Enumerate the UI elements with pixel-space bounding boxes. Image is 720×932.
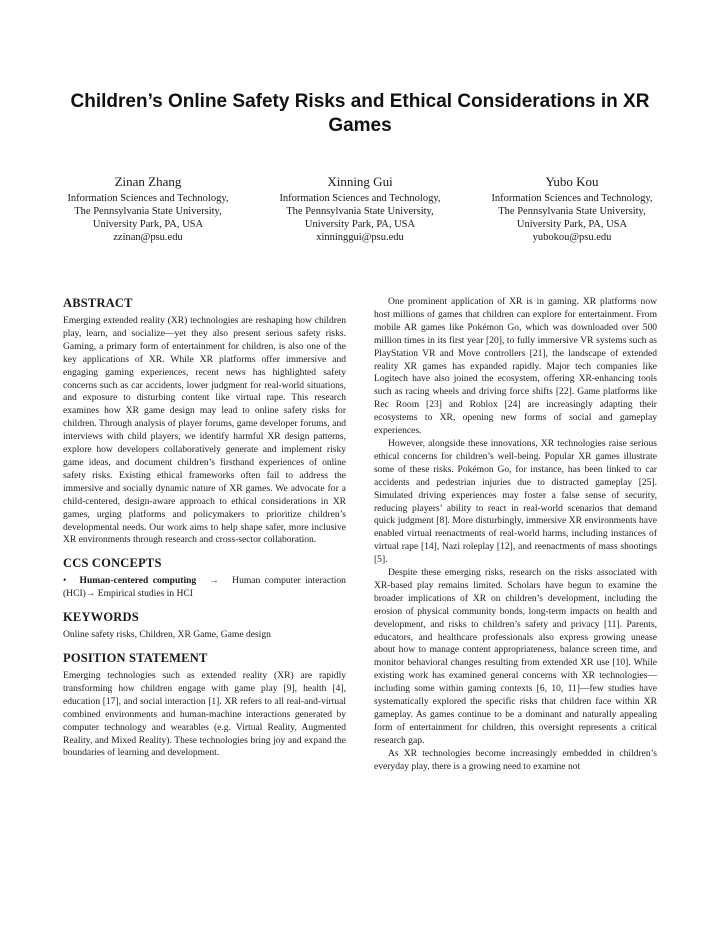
author-affiliation: Information Sciences and Technology, The Pennsylvania State University,	[67, 193, 229, 217]
ccs-text	[63, 575, 346, 601]
author-name: Yubo Kou	[545, 174, 599, 189]
ccs-arrow: →	[209, 575, 219, 587]
author-location: University Park, PA, USA	[92, 219, 204, 230]
ccs-bullet: •	[63, 575, 67, 587]
author-name: Xinning Gui	[327, 174, 393, 189]
right-column	[374, 296, 657, 774]
author-location: University Park, PA, USA	[304, 219, 416, 230]
ccs-rest: Human computer interaction (HCI)→ Empirical studies in HCI	[63, 575, 346, 600]
author-location: University Park, PA, USA	[516, 219, 628, 230]
left-column	[63, 296, 346, 760]
position-text: Emerging technologies such as extended reality (XR) are rapidly transforming how children engage with game play [9], health [4], education [17], and social interaction [1]. XR refers to all real-and-virtual combined environments and human-machine interactions generated by computer technology and wearables (e.g. Virtual Reality, Augmented Reality, and Mixed Reality). These technologies bring joy and expand the boundaries of learning and development.	[63, 670, 346, 759]
author-email: xinninggui@psu.edu	[316, 232, 404, 243]
author-block	[63, 174, 233, 244]
abstract-heading: ABSTRACT	[63, 296, 133, 310]
abstract-text: Emerging extended reality (XR) technologies are reshaping how children play, learn, and socialize—yet they also present serious safety risks. Gaming, a primary form of entertainment for children, is also one of the key applications of XR. While XR platforms offer immersive and engaging gaming experiences, recent news has highlighted safety concerns such as car accidents, lower judgment for real-world situations, and exposure to disturbing content like virtual rape. This research examines how XR game design may lead to online safety risks for children. Through analysis of player forums, game developer forums, and interviews with child players, we identify harmful XR design patterns, explore how developers collaboratively generate and implement risky game ideas, and document children’s firsthand experiences of online safety risks. Existing ethical frameworks often fail to address the immersive and socially dynamic nature of XR games. We advocate for a child-centered, design-aware approach to ethical considerations in XR games, urging platforms and policymakers to prioritize children’s developmental needs. Our work aims to help shape safer, more inclusive XR environments through research and cross-sector collaboration.	[63, 315, 346, 546]
position-heading: POSITION STATEMENT	[63, 651, 208, 666]
keywords-text: Online safety risks, Children, XR Game, Game design	[63, 629, 271, 641]
author-name: Zinan Zhang	[114, 174, 182, 189]
body-paragraph: As XR technologies become increasingly embedded in children’s everyday play, there is a growing need to examine not	[374, 747, 657, 772]
author-email: yubokou@psu.edu	[532, 232, 612, 243]
keywords-heading: KEYWORDS	[63, 610, 139, 625]
author-block	[275, 174, 445, 244]
author-affiliation: Information Sciences and Technology, The Pennsylvania State University,	[279, 193, 441, 217]
ccs-heading: CCS CONCEPTS	[63, 556, 162, 571]
body-paragraph: However, alongside these innovations, XR technologies raise serious ethical concerns for children’s well-being. Popular XR games illustrate some of these risks. Pokémon Go, for instance, has been linked to car accidents and pedestrian injuries due to distracted gameplay [25]. Simulated driving experiences may foster a false sense of security, reducing players’ ability to react in real-world scenarios that demand quick judgment [8]. More disturbingly, immersive XR environments have enabled virtual reenactments of real-world harms, including instances of virtual rape [14], Nazi roleplay [12], and reenactments of mass shootings [5].	[374, 437, 657, 566]
body-paragraph: Despite these emerging risks, research on the risks associated with XR-based play remains limited. Scholars have begun to examine the broader implications of XR on children’s development, including the erosion of physical community bonds, long-term impacts on health and development, and risks to children’s safety and privacy [11]. Parents, educators, and healthcare professionals also express growing unease about how to manage content appropriateness, balance screen time, and monitor behavioral changes resulting from extended XR use [10]. While existing work has examined general concerns with XR technologies—including some within gaming contexts [6, 10, 11]—few studies have systematically explored the specific risks that children face within XR gameplay. As games continue to be a dominant and naturally appealing form of entertainment for children, this oversight represents a critical research gap.	[374, 567, 657, 746]
author-block	[487, 174, 657, 244]
ccs-bold-term: Human-centered computing	[79, 575, 197, 587]
author-email: zzinan@psu.edu	[113, 232, 183, 243]
paper-title: Children’s Online Safety Risks and Ethical Considerations in XR Games	[70, 91, 650, 136]
author-affiliation: Information Sciences and Technology, The Pennsylvania State University,	[491, 193, 653, 217]
body-paragraph: One prominent application of XR is in gaming. XR platforms now host millions of games that children can explore for entertainment. From mobile AR games like Pokémon Go, which was downloaded over 500 million times in its first year [20], to fully immersive VR systems such as PlayStation VR and Move controllers [21], the landscape of extended reality XR games has expanded rapidly. Major tech companies like Logitech have also joined the ecosystem, offering XR-enhancing tools such as racing wheels and driving force shifts [22]. Game platforms like Rec Room [23] and Roblox [24] are increasingly adapting their ecosystems to XR, opening new forms of social and gameplay experiences.	[374, 296, 657, 437]
